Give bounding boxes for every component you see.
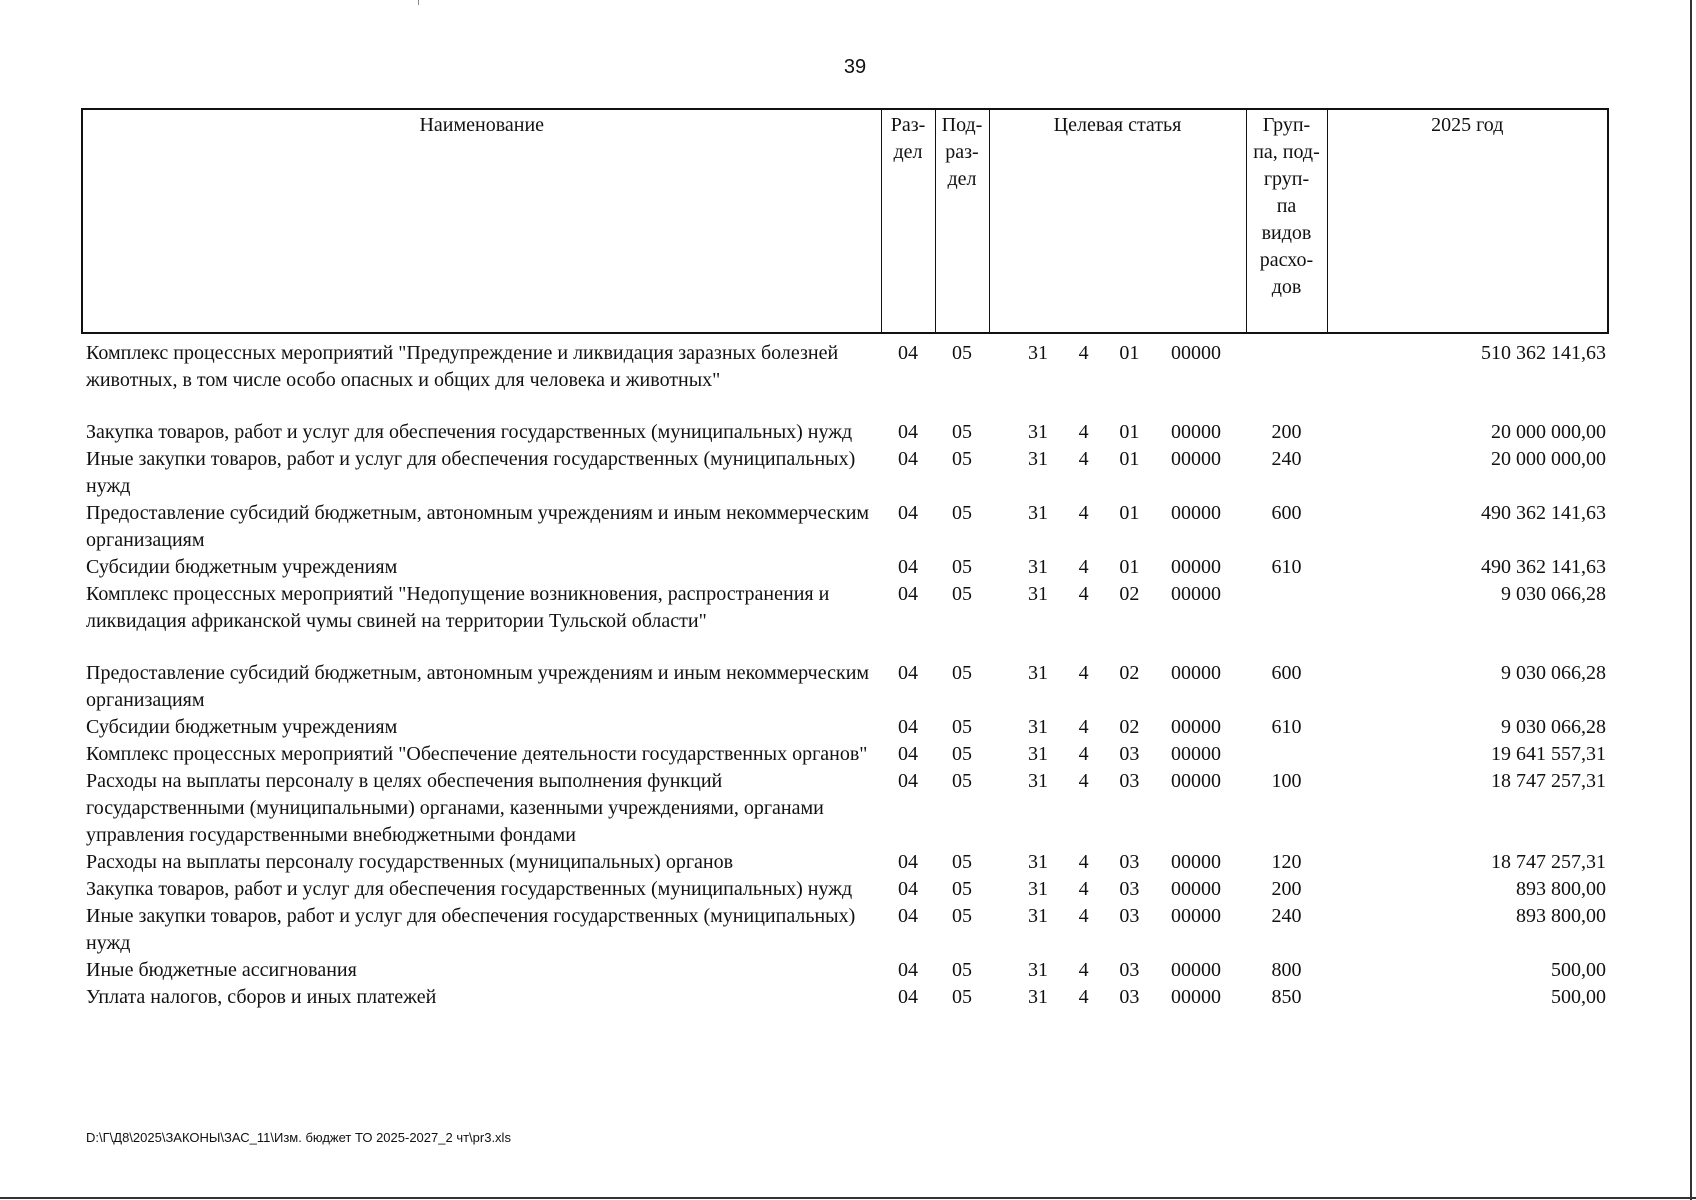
- row-target: [989, 554, 1246, 581]
- row-group: 610: [1271, 556, 1302, 578]
- row-section: 04: [898, 342, 918, 364]
- row-section: 04: [898, 556, 918, 578]
- row-amount: 20 000 000,00: [1491, 421, 1606, 443]
- row-target-type: 4: [1078, 905, 1089, 927]
- row-section: 04: [898, 662, 918, 684]
- row-amount: 9 030 066,28: [1501, 716, 1606, 738]
- row-subsection: 05: [952, 743, 972, 765]
- header-section: [881, 109, 935, 333]
- row-subsection: 05: [952, 770, 972, 792]
- row-target-direction: 00000: [1170, 743, 1221, 765]
- row-group: 200: [1271, 878, 1302, 900]
- row-target-direction: 00000: [1170, 583, 1221, 605]
- row-name: Иные закупки товаров, работ и услуг для обеспечения государственных (муниципальных) нужд: [86, 448, 856, 497]
- header-subsection: [935, 109, 989, 333]
- header-group-line: па, под-: [1253, 141, 1320, 163]
- header-group-line: па: [1276, 195, 1297, 217]
- row-target-direction: 00000: [1170, 448, 1221, 470]
- row-target: [989, 660, 1246, 714]
- row-target-type: 4: [1078, 986, 1089, 1008]
- table-row: [82, 903, 1608, 957]
- row-section: 04: [898, 716, 918, 738]
- row-target-direction: 00000: [1170, 878, 1221, 900]
- row-target-direction: 00000: [1170, 770, 1221, 792]
- row-target-program: 31: [1028, 556, 1048, 578]
- header-name: Наименование: [82, 109, 881, 333]
- row-target-type: 4: [1078, 556, 1089, 578]
- row-target-program: 31: [1028, 770, 1048, 792]
- header-group-line: расхо-: [1259, 249, 1314, 271]
- row-target-direction: 00000: [1170, 959, 1221, 981]
- table-row: [82, 500, 1608, 554]
- row-group: 100: [1271, 770, 1302, 792]
- table-row: [82, 957, 1608, 984]
- table-body: [82, 333, 1608, 1011]
- row-amount: 20 000 000,00: [1491, 448, 1606, 470]
- row-target: [989, 714, 1246, 741]
- table-row: [82, 446, 1608, 500]
- table-row: [82, 714, 1608, 741]
- header-subsection-line: дел: [947, 168, 977, 190]
- row-target-type: 4: [1078, 716, 1089, 738]
- table-row: [82, 876, 1608, 903]
- row-target-program: 31: [1028, 502, 1048, 524]
- row-target-program: 31: [1028, 342, 1048, 364]
- row-name: Иные закупки товаров, работ и услуг для обеспечения государственных (муниципальных) нужд: [86, 905, 856, 954]
- row-target: [989, 957, 1246, 984]
- row-amount: 18 747 257,31: [1491, 851, 1606, 873]
- table-row: [82, 554, 1608, 581]
- row-group: 800: [1271, 959, 1302, 981]
- table-row: [82, 333, 1608, 419]
- row-target-program: 31: [1028, 959, 1048, 981]
- scan-mark: [418, 0, 419, 5]
- row-group: 610: [1271, 716, 1302, 738]
- row-subsection: 05: [952, 905, 972, 927]
- row-target-item: 03: [1119, 986, 1140, 1008]
- row-target: [989, 500, 1246, 554]
- budget-table: [81, 108, 1609, 1011]
- row-target-program: 31: [1028, 421, 1048, 443]
- row-target-program: 31: [1028, 662, 1048, 684]
- row-subsection: 05: [952, 448, 972, 470]
- row-amount: 490 362 141,63: [1481, 556, 1606, 578]
- table-row: [82, 741, 1608, 768]
- row-amount: 500,00: [1551, 959, 1606, 981]
- row-target-type: 4: [1078, 342, 1089, 364]
- row-target: [989, 849, 1246, 876]
- row-name: Расходы на выплаты персоналу государственных (муниципальных) органов: [86, 851, 734, 873]
- row-target: [989, 741, 1246, 768]
- row-target-item: 03: [1119, 851, 1140, 873]
- row-target-program: 31: [1028, 583, 1048, 605]
- row-target-item: 01: [1119, 556, 1140, 578]
- row-target: [989, 768, 1246, 849]
- header-group-line: дов: [1271, 276, 1302, 298]
- row-section: 04: [898, 583, 918, 605]
- row-target-type: 4: [1078, 851, 1089, 873]
- row-target-direction: 00000: [1170, 342, 1221, 364]
- row-amount: 490 362 141,63: [1481, 502, 1606, 524]
- row-section: 04: [898, 448, 918, 470]
- row-target-direction: 00000: [1170, 421, 1221, 443]
- row-subsection: 05: [952, 959, 972, 981]
- row-target-item: 01: [1119, 502, 1140, 524]
- header-section-line: Раз-: [890, 114, 926, 136]
- row-section: 04: [898, 878, 918, 900]
- row-target-type: 4: [1078, 878, 1089, 900]
- row-target-direction: 00000: [1170, 851, 1221, 873]
- row-target: [989, 333, 1246, 419]
- row-target-program: 31: [1028, 878, 1048, 900]
- row-name: Расходы на выплаты персоналу в целях обеспечения выполнения функций государственными (муниципальными) органами, казенными учреждениями, органами управления государственными внебюджетными фондами: [86, 770, 824, 846]
- row-target-program: 31: [1028, 905, 1048, 927]
- page-edge-bottom: [0, 1197, 1696, 1199]
- row-subsection: 05: [952, 986, 972, 1008]
- row-section: 04: [898, 421, 918, 443]
- row-target-item: 02: [1119, 583, 1140, 605]
- row-target-item: 03: [1119, 878, 1140, 900]
- row-amount: 18 747 257,31: [1491, 770, 1606, 792]
- row-target-item: 03: [1119, 743, 1140, 765]
- table-row: [82, 984, 1608, 1011]
- table-row: [82, 419, 1608, 446]
- page-edge-right: [1690, 0, 1692, 1200]
- row-section: 04: [898, 502, 918, 524]
- row-target-direction: 00000: [1170, 662, 1221, 684]
- row-subsection: 05: [952, 421, 972, 443]
- row-target: [989, 876, 1246, 903]
- header-section-line: дел: [893, 141, 923, 163]
- row-amount: 500,00: [1551, 986, 1606, 1008]
- row-target-item: 02: [1119, 716, 1140, 738]
- row-amount: 510 362 141,63: [1481, 342, 1606, 364]
- header-group-line: видов: [1261, 222, 1312, 244]
- row-target-type: 4: [1078, 662, 1089, 684]
- row-group: 600: [1271, 662, 1302, 684]
- row-target-program: 31: [1028, 851, 1048, 873]
- row-subsection: 05: [952, 583, 972, 605]
- row-name: Комплекс процессных мероприятий "Недопущение возникновения, распространения и ликвидация африканской чумы свиней на территории Тульской области": [86, 583, 830, 632]
- table-row: [82, 660, 1608, 714]
- row-section: 04: [898, 986, 918, 1008]
- row-name: Иные бюджетные ассигнования: [86, 959, 357, 981]
- row-group: [1246, 581, 1327, 660]
- row-target-type: 4: [1078, 770, 1089, 792]
- header-subsection-line: раз-: [945, 141, 979, 163]
- row-name: Комплекс процессных мероприятий "Обеспечение деятельности государственных органов": [86, 743, 868, 765]
- row-amount: 9 030 066,28: [1501, 583, 1606, 605]
- row-target-type: 4: [1078, 583, 1089, 605]
- table-row: [82, 581, 1608, 660]
- header-target: Целевая статья: [989, 109, 1246, 333]
- header-group: [1246, 109, 1327, 333]
- row-target-item: 02: [1119, 662, 1140, 684]
- row-amount: 893 800,00: [1516, 878, 1606, 900]
- row-subsection: 05: [952, 851, 972, 873]
- row-group: 240: [1271, 905, 1302, 927]
- row-group: [1246, 741, 1327, 768]
- row-target-type: 4: [1078, 448, 1089, 470]
- row-target-program: 31: [1028, 716, 1048, 738]
- row-target-item: 01: [1119, 448, 1140, 470]
- page-number: 39: [843, 56, 867, 78]
- row-name: Комплекс процессных мероприятий "Предупреждение и ликвидация заразных болезней животных, в том числе особо опасных и общих для человека и животных": [86, 342, 839, 391]
- row-target-item: 03: [1119, 959, 1140, 981]
- row-target: [989, 446, 1246, 500]
- row-subsection: 05: [952, 556, 972, 578]
- row-target-type: 4: [1078, 959, 1089, 981]
- row-subsection: 05: [952, 342, 972, 364]
- row-target-item: 01: [1119, 342, 1140, 364]
- row-target: [989, 903, 1246, 957]
- row-section: 04: [898, 959, 918, 981]
- row-name: Субсидии бюджетным учреждениям: [86, 716, 398, 738]
- row-amount: 9 030 066,28: [1501, 662, 1606, 684]
- header-group-line: груп-: [1263, 168, 1310, 190]
- row-amount: 19 641 557,31: [1491, 743, 1606, 765]
- row-section: 04: [898, 743, 918, 765]
- row-target-item: 03: [1119, 770, 1140, 792]
- row-section: 04: [898, 770, 918, 792]
- row-subsection: 05: [952, 716, 972, 738]
- row-name: Субсидии бюджетным учреждениям: [86, 556, 398, 578]
- row-target-item: 03: [1119, 905, 1140, 927]
- row-name: Предоставление субсидий бюджетным, автономным учреждениям и иным некоммерческим организациям: [86, 502, 870, 551]
- row-name: Уплата налогов, сборов и иных платежей: [86, 986, 437, 1008]
- table-header: [82, 109, 1608, 333]
- row-group: 120: [1271, 851, 1302, 873]
- row-group: 600: [1271, 502, 1302, 524]
- row-group: 850: [1271, 986, 1302, 1008]
- row-amount: 893 800,00: [1516, 905, 1606, 927]
- header-year: 2025 год: [1327, 109, 1608, 333]
- row-group: [1246, 333, 1327, 419]
- row-section: 04: [898, 851, 918, 873]
- row-subsection: 05: [952, 502, 972, 524]
- table-row: [82, 768, 1608, 849]
- header-group-line: Груп-: [1262, 114, 1311, 136]
- row-target: [989, 419, 1246, 446]
- row-group: 200: [1271, 421, 1302, 443]
- row-target-item: 01: [1119, 421, 1140, 443]
- row-target-direction: 00000: [1170, 556, 1221, 578]
- table-row: [82, 849, 1608, 876]
- file-path-footer: D:\Г\Д8\2025\ЗАКОНЫ\ЗАС_11\Изм. бюджет ТО 2025-2027_2 чт\pr3.xls: [86, 1130, 511, 1145]
- row-target: [989, 984, 1246, 1011]
- row-group: 240: [1271, 448, 1302, 470]
- row-target-program: 31: [1028, 986, 1048, 1008]
- row-section: 04: [898, 905, 918, 927]
- row-target-direction: 00000: [1170, 502, 1221, 524]
- row-target-direction: 00000: [1170, 986, 1221, 1008]
- row-name: Предоставление субсидий бюджетным, автономным учреждениям и иным некоммерческим организациям: [86, 662, 870, 711]
- row-target-program: 31: [1028, 448, 1048, 470]
- row-name: Закупка товаров, работ и услуг для обеспечения государственных (муниципальных) нужд: [86, 878, 853, 900]
- header-subsection-line: Под-: [941, 114, 983, 136]
- row-subsection: 05: [952, 662, 972, 684]
- row-target-program: 31: [1028, 743, 1048, 765]
- row-target-direction: 00000: [1170, 716, 1221, 738]
- row-name: Закупка товаров, работ и услуг для обеспечения государственных (муниципальных) нужд: [86, 421, 853, 443]
- row-target-type: 4: [1078, 743, 1089, 765]
- row-target-direction: 00000: [1170, 905, 1221, 927]
- row-target: [989, 581, 1246, 660]
- row-target-type: 4: [1078, 502, 1089, 524]
- row-subsection: 05: [952, 878, 972, 900]
- row-target-type: 4: [1078, 421, 1089, 443]
